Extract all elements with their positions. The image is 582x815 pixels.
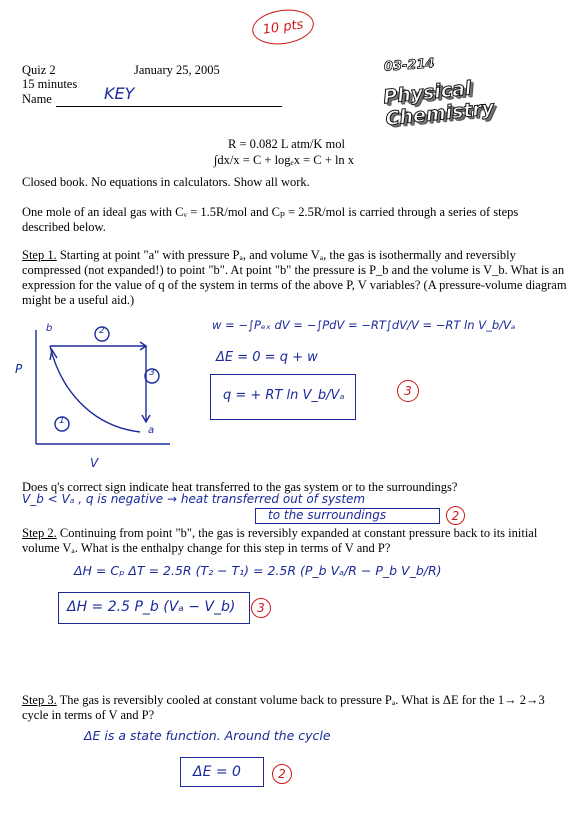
step3-work: ΔE is a state function. Around the cycle — [84, 728, 331, 743]
pv-v-label: V — [90, 456, 99, 470]
pv-point-a: a — [148, 425, 155, 436]
step2-text — [22, 526, 567, 556]
step1-work: w = −∫Pₑₓ dV = −∫PdV = −RT∫dV/V = −RT ln V_b/Vₐ — [212, 318, 516, 332]
step2-points: 3 — [251, 598, 271, 618]
step2-body: Continuing from point "b", the gas is reversibly expanded at constant pressure back to its initial volume Vₐ. What is the enthalpy change for this step in terms of V and P? — [22, 526, 538, 555]
step1-answer-box — [210, 374, 356, 420]
name-value: KEY — [104, 84, 135, 103]
pv-point-b: b — [46, 323, 53, 334]
pv-p-label: P — [15, 362, 23, 376]
pv-diagram — [0, 318, 200, 468]
step2-work: ΔH = Cₚ ΔT = 2.5R (T₂ − T₁) = 2.5R (P_b Vₐ/R − P_b V_b/R) — [74, 563, 442, 578]
sign-answer-line1: V_b < Vₐ , q is negative → heat transferred out of system — [22, 492, 366, 506]
quiz-label: Quiz 2 — [22, 63, 56, 77]
step1-answer: q = + RT ln V_b/Vₐ — [223, 388, 345, 403]
step3-answer: ΔE = 0 — [193, 764, 241, 780]
pv-path2-label: 2 — [99, 326, 105, 336]
step1-points: 3 — [397, 380, 419, 402]
gas-constant: R = 0.082 L atm/K mol — [228, 137, 345, 151]
instructions: Closed book. No equations in calculators. Show all work. — [22, 175, 310, 189]
date: January 25, 2005 — [134, 63, 220, 77]
course-title: Physical Chemistry — [382, 77, 496, 131]
step3-body: The gas is reversibly cooled at constant volume back to pressure Pₐ. What is ΔE for the 1→ 2→3 cycle in terms of V and P? — [22, 693, 545, 722]
intro-text: One mole of an ideal gas with Cᵥ = 1.5R/mol and Cₚ = 2.5R/mol is carried through a series of steps described below. — [22, 205, 519, 234]
course-number: 03-214 — [383, 56, 436, 75]
pv-path1-label: 1 — [59, 416, 65, 426]
name-line — [56, 106, 282, 107]
sign-answer-box — [255, 508, 440, 524]
step3-text — [22, 693, 567, 723]
step1-body: Starting at point "a" with pressure Pₐ, and volume Vₐ, the gas is isothermally and reversibly compressed (not expanded!) to point "b". At point "b" the pressure is P_b and the volume is V_b. What is an expression for the value of q of the system in terms of the above P, V variables? (A pressure-volume diagram might be a useful aid.) — [22, 248, 567, 307]
integral-formula: ∫dx/x = C + logₑx = C + ln x — [214, 153, 355, 167]
name-label: Name — [22, 92, 52, 106]
sign-answer-line2: to the surroundings — [268, 508, 387, 522]
pv-path3-label: 3 — [149, 368, 155, 378]
step1-energy: ΔE = 0 = q + w — [216, 350, 318, 365]
score-circle — [250, 6, 316, 48]
step3-points: 2 — [272, 764, 292, 784]
sign-points: 2 — [446, 506, 465, 525]
step3-answer-box — [180, 757, 264, 787]
step2-label: Step 2. — [22, 526, 57, 540]
score-text: 10 pts — [261, 16, 305, 38]
step2-answer: ΔH = 2.5 P_b (Vₐ − V_b) — [67, 599, 236, 615]
step1-label: Step 1. — [22, 248, 57, 262]
sign-question: Does q's correct sign indicate heat transferred to the gas system or to the surroundings? — [22, 480, 458, 494]
step1-text — [22, 248, 567, 308]
step3-label: Step 3. — [22, 693, 57, 707]
step2-answer-box — [58, 592, 250, 624]
time-label: 15 minutes — [22, 77, 78, 91]
